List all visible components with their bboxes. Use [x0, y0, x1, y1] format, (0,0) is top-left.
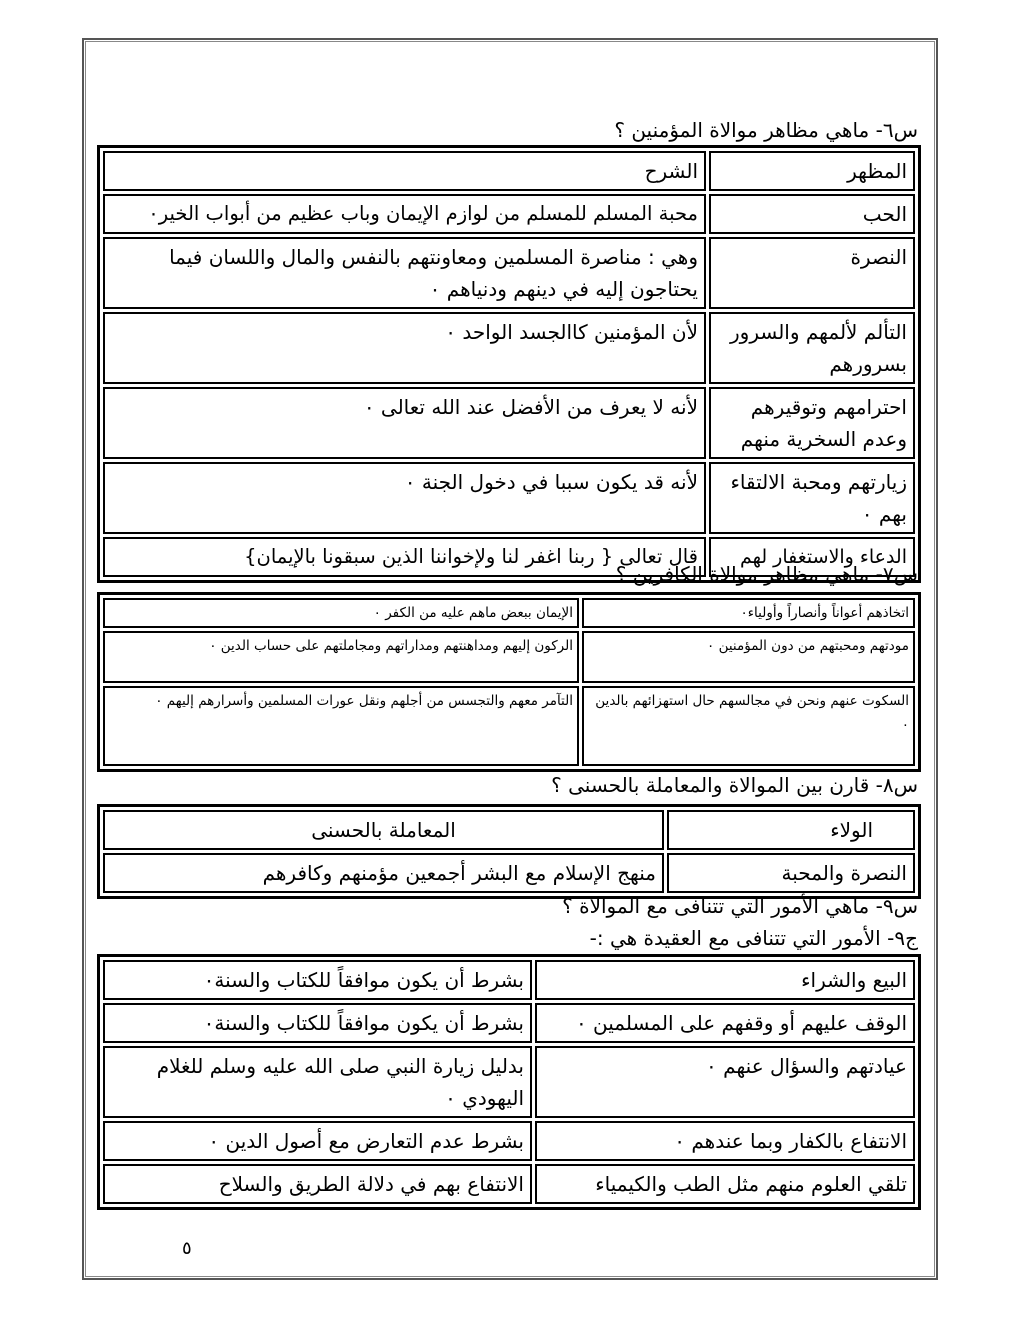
table-cell: السكوت عنهم ونحن في مجالسهم حال استهزائهم بالدين ٠: [582, 686, 915, 766]
header-cell: المظهر: [709, 151, 915, 191]
table-cell: لأنه لا يعرف من الأفضل عند الله تعالى ٠: [103, 387, 706, 459]
q9-table: [97, 954, 921, 1210]
table-cell: زيارتهم ومحبة الالتقاء بهم ٠: [709, 462, 915, 534]
q8-table: [97, 804, 921, 899]
table-row: [103, 631, 915, 683]
table-cell: وهي : مناصرة المسلمين ومعاونتهم بالنفس والمال واللسان فيما يحتاجون إليه في دينهم ودنياهم ٠: [103, 237, 706, 309]
table-cell: الحب: [709, 194, 915, 234]
table-cell: الانتفاع بهم في دلالة الطريق والسلاح: [103, 1164, 532, 1204]
header-cell: الشرح: [103, 151, 706, 191]
table-row: [103, 1164, 915, 1204]
table-header-row: [103, 151, 915, 191]
table-cell: اتخاذهم أعواناً وأنصاراً وأولياء٠: [582, 598, 915, 628]
answer-9-intro: ج٩- الأمور التي تتنافى مع العقيدة هي :-: [589, 926, 918, 950]
table-cell: التآمر معهم والتجسس من أجلهم ونقل عورات المسلمين وأسرارهم إليهم ٠: [103, 686, 579, 766]
table-cell: النصرة: [709, 237, 915, 309]
header-cell: المعاملة بالحسنى: [103, 810, 664, 850]
question-7-title: س٧- ماهي مظاهر موالاة الكافرين ؟: [615, 562, 918, 586]
table-cell: التألم لألمهم والسرور بسرورهم: [709, 312, 915, 384]
table-row: [103, 1003, 915, 1043]
table-row: [103, 237, 915, 309]
question-6-title: س٦- ماهي مظاهر موالاة المؤمنين ؟: [614, 118, 918, 142]
question-9-title: س٩- ماهي الأمور التي تتنافى مع الموالاة ؟: [562, 894, 918, 918]
question-8-title: س٨- قارن بين الموالاة والمعاملة بالحسنى ؟: [551, 773, 918, 797]
table-cell: قال تعالى { ربنا اغفر لنا ولإخواننا الذين سبقونا بالإيمان}: [103, 537, 706, 577]
table-cell: الركون إليهم ومداهنتهم ومداراتهم ومجاملتهم على حساب الدين ٠: [103, 631, 579, 683]
table-cell: مودتهم ومحبتهم من دون المؤمنين ٠: [582, 631, 915, 683]
table-cell: الإيمان ببعض ماهم عليه من الكفر ٠: [103, 598, 579, 628]
table-cell: لأن المؤمنين كاالجسد الواحد ٠: [103, 312, 706, 384]
table-row: [103, 853, 915, 893]
table-cell: احترامهم وتوقيرهم وعدم السخرية منهم: [709, 387, 915, 459]
table-row: [103, 598, 915, 628]
table-row: [103, 1046, 915, 1118]
table-cell: عيادتهم والسؤال عنهم ٠: [535, 1046, 915, 1118]
table-cell: الانتفاع بالكفار وبما عندهم ٠: [535, 1121, 915, 1161]
q6-table: [97, 145, 921, 583]
table-cell: النصرة والمحبة: [667, 853, 915, 893]
header-cell: الولاء: [667, 810, 915, 850]
table-row: [103, 960, 915, 1000]
table-row: [103, 1121, 915, 1161]
table-row: [103, 686, 915, 766]
table-cell: الوقف عليهم أو وقفهم على المسلمين ٠: [535, 1003, 915, 1043]
page-number: ٥: [182, 1238, 192, 1259]
table-row: [103, 462, 915, 534]
table-cell: تلقي العلوم منهم مثل الطب والكيمياء: [535, 1164, 915, 1204]
table-row: [103, 387, 915, 459]
table-cell: منهج الإسلام مع البشر أجمعين مؤمنهم وكافرهم: [103, 853, 664, 893]
table-cell: بشرط أن يكون موافقاً للكتاب والسنة٠: [103, 1003, 532, 1043]
table-cell: البيع والشراء: [535, 960, 915, 1000]
table-cell: الدعاء والاستغفار لهم: [709, 537, 915, 577]
q7-table: [97, 592, 921, 772]
table-row: [103, 194, 915, 234]
table-header-row: [103, 810, 915, 850]
table-cell: لأنه قد يكون سببا في دخول الجنة ٠: [103, 462, 706, 534]
table-cell: بشرط أن يكون موافقاً للكتاب والسنة٠: [103, 960, 532, 1000]
table-cell: بشرط عدم التعارض مع أصول الدين ٠: [103, 1121, 532, 1161]
table-cell: بدليل زيارة النبي صلى الله عليه وسلم للغلام اليهودي ٠: [103, 1046, 532, 1118]
table-row: [103, 312, 915, 384]
table-cell: محبة المسلم للمسلم من لوازم الإيمان وباب عظيم من أبواب الخير٠: [103, 194, 706, 234]
